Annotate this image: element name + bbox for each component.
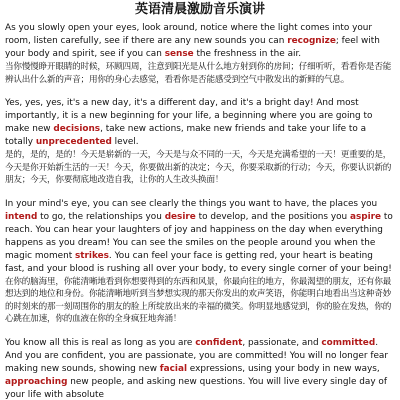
paragraph [5, 22, 395, 86]
document-title: 英语清晨激励音乐演讲 [134, 2, 265, 17]
chinese-translation: 是的，是的，是的！今天是崭新的一天，今天是与众不同的一天，今天是充满希望的一天！更重要的是，今天是你开始新生活的一天！今天，你要做出新的决定；今天，你要采取新的行动；今天，你要认识新的朋友；今天，你要彻底地改造自我，让你的人生改头换面！ [5, 150, 392, 185]
keyword-highlight: recognize [287, 36, 336, 46]
text-run: ; feel with your body and spirit, see if you can [5, 36, 380, 59]
paragraph [5, 198, 395, 326]
text-run: , take new actions, make new friends and take your life to a totally [5, 124, 367, 147]
keyword-highlight: facial [159, 363, 187, 374]
keyword-highlight: decisions [53, 124, 101, 134]
text-run: the freshness in the air. [193, 49, 302, 59]
keyword-highlight: intend [5, 211, 38, 222]
text-run: level. [111, 137, 139, 147]
keyword-highlight: committed [321, 337, 376, 348]
chinese-translation: 在你的脑海里，你能清晰地看到你想要得到的东西和风景，你最向往的地方，你最渴望的朋友，还有你最想达到的地位和身份。你能清晰地听到当梦想实现的那天你发出的欢声笑语，你能明白地看出当这种奇妙的时刻来的那一刻周围你的朋友的脸上所绽放出来的幸福的微笑。你明显地感觉到，你的脸在发热，你的心跳在加速，你的血液在你的全身疯狂地奔涌！ [5, 276, 392, 324]
english-text [5, 337, 395, 400]
keyword-highlight: sense [164, 49, 194, 59]
text-run: new people, and asking new questions. You will live every single day of your life with absolute [5, 376, 387, 400]
english-text [5, 22, 395, 61]
paragraph [5, 97, 395, 187]
text-run: Yes, yes, yes, it's a new day, it's a different day, and it's a bright day! And most importantly, it is a new beginning for your life, a beginning where you are going to make new [5, 98, 373, 134]
keyword-highlight: unprecedented [35, 137, 112, 147]
english-text [5, 97, 395, 149]
text-run: expressions, using your body in new ways, [186, 363, 380, 374]
chinese-translation: 当你慢慢睁开眼睛的时候，环顾四周，注意到阳光是从什么地方射到你的房间；仔细听听，看看你是否能辨认出什么新的声音；用你的身心去感觉，看看你是否能感受到空气中散发出的新鲜的气息。 [5, 62, 392, 85]
keyword-highlight: strikes [75, 250, 109, 261]
text-run: to develop, and the positions you [195, 211, 350, 222]
text-run: In your mind's eye, you can see clearly the things you want to have, the places you [5, 198, 378, 209]
text-run: . You can feel your face is getting red, your heart is beating fast, and your blood is rushing all over your body, to every single corner of your being! [5, 250, 392, 274]
english-text [5, 198, 395, 276]
keyword-highlight: approaching [5, 376, 68, 387]
keyword-highlight: desire [164, 211, 196, 222]
text-run: You know all this is real as long as you are [5, 337, 196, 348]
text-run: to go, the relationships you [37, 211, 165, 222]
text-run: , passionate, and [242, 337, 322, 348]
keyword-highlight: confident [195, 337, 243, 348]
text-run: . And you are confident, you are passionate, you are committed! You will no longer fear making new sounds, showing new [5, 337, 389, 374]
keyword-highlight: aspire [349, 211, 382, 222]
paragraph [5, 337, 395, 400]
text-run: to reach. You can hear your laughters of joy and happiness on the day when everything happens as you dream! You can see the smiles on the people around you when the magic moment [5, 211, 393, 261]
text-run: As you slowly open your eyes, look around, notice where the light comes into your room, listen carefully, see if there are any new sounds you can [5, 23, 373, 46]
